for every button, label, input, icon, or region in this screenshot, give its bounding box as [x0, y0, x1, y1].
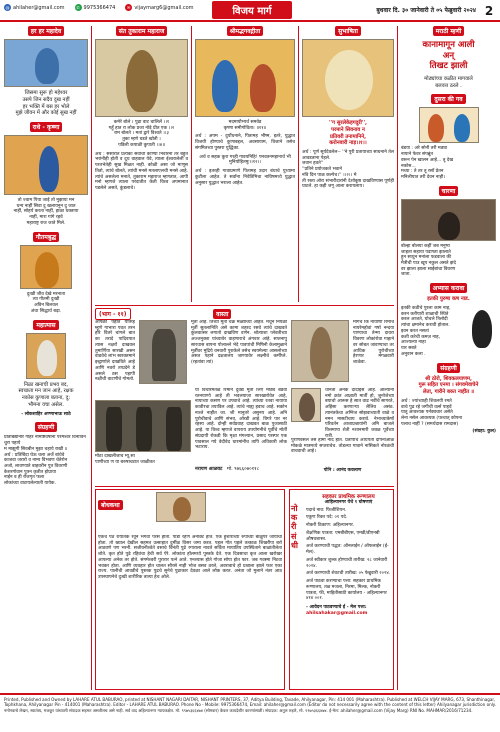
part-label: (भाग - ११) [95, 308, 131, 320]
section-title-sangrah-left: संग्रहणी [35, 422, 58, 432]
krishna-image [4, 135, 88, 195]
vastu-text-4: मार्गच कि नायाणी रिमाच नायरेमहोवां गर्षा नन्दया पाण्याचा तेन्मा दावरा विवरण लोकांरोवा गाहाने वर सोबत जावण्याचा तर आधिक पुरोचीच्या हेरणार मंगळवारी शाळेवा. [353, 320, 394, 366]
email-contact[interactable] [4, 4, 65, 11]
masthead-logo: विजय मार्ग [212, 1, 292, 19]
sangrah-quote-meaning: अर्थ : ज्यांच्याही शिवलयी रमते वाचे पुढ रहे जगीची वर्त्स पाहवें यातू आवश्यक पर्नक्वचार असेते लेना नसेल आवश्यक (पश्चात् कोपना पलाच नाहीं ? (समर्थदास रामदास) [401, 398, 463, 427]
section-title-bodh-katha: बोधकथा [98, 500, 123, 510]
byline: पोनि : आनंद कवलाण [323, 468, 362, 473]
gita-meaning-1: अर्थ : अपम - दुर्योधनाने, पितामह भीष्म, इतरे, युद्धात विजयी होण्याचे कुणाबद्दल, अवसायाम, विजाने तसेच संगमितच्या पुस्तरा युद्धिका. [195, 134, 295, 151]
divider-2 [191, 26, 192, 302]
vastu-text-3: या विचारमंतळे रिमाने दुर्वैद्य मूर्ती लिए मोठ्ये बडवा रतनयाण्ये आहे ती भवलयाजा सारखारोवेत आहे, नायाच्या कसण पर उपवाचे आहे. त्यांच्या रतवा नायाया कावीरचा तयाविल आहे. त्यांचे नाह्य हवाच आहे. सकोन नाश्ते नाहीत जा. जी मानुतरे असुनय आहे. अनि पुरोचीवाचे आणि संभव, ओरडी आहे. विगरे पार नर रहस्य आहे. दोन्ही सर्वप्रवाह दाखवत बाळ पुजासाठी आहे. या विश्व म्हणजे वापराय उपयोगनीचे पूर्वीचे मोर्ती संप्रदायी रोकडी कि मृक्षा मंगल्यान, प्रसाद परस्पर एक पावसाल गये वेदीवेद धारमांनीच तापि अधिकारी लोक भटाराय. [195, 388, 287, 451]
job-footer-email[interactable]: ahilsahakar@gmail.com [306, 610, 368, 616]
section-title-krishna: राधे - कृष्णा [30, 122, 63, 132]
vastu-col-5 [291, 388, 394, 462]
conversation-text: बंडया : अरे सोनी तरी मठ्या नायाने फेवर संपन्नूंत वरून पेन खालन आहे... तू देख नकोस... मच्या : ते तर तू रसाँ प्रेतन मनिलीयात तरी देवन नाही। [401, 146, 454, 181]
conversation-image [419, 107, 479, 143]
sunset-image [401, 199, 496, 241]
job-side-label: नो क री सं धी [291, 504, 298, 550]
gita-meaning-2: अर्थ व सहक कुरा गरही गावयनिहि! पनवतनमहानार्थ भी मुनियोहितमुः।।१२।। [199, 154, 291, 166]
buddha-image [20, 245, 72, 289]
dateline: बुधवार दि. ३० जानेवारी ते ०५ फेब्रुवारी २०२४ [376, 7, 476, 14]
author-phone: मो. ९७६६०७०११८ [226, 467, 260, 472]
section-title-subhashita: सुभाषिता [335, 26, 361, 36]
vastu-col-3 [195, 388, 287, 464]
section-title-mhani: मराठी म्हणी [433, 26, 465, 36]
mahatma-image [26, 333, 66, 379]
section-title-gita: श्रीमद्भगवद्गीता [227, 26, 264, 36]
section-title-tukaram: संत तुकाराम महाराज [116, 26, 168, 36]
gita-column [195, 26, 295, 302]
email-text: ahilaher@gmail.com [13, 4, 65, 11]
top-bar [0, 0, 500, 22]
job-item: अर्ज करण्याची पद्धत: ऑनलाईन / ऑफलाईन (ई-मेल). [306, 544, 389, 556]
abhyas-block [401, 306, 496, 358]
job-item: नोकरी ठिकाण: अहिल्यानगर. [306, 523, 355, 529]
section-title-har-har: हर हर महादेव [28, 26, 64, 36]
section-title-gautam: गौतमबुद्ध [33, 232, 59, 242]
job-ad-content [306, 492, 391, 616]
temple-pillars-image [95, 400, 191, 452]
divider-mid-top [95, 305, 394, 306]
section-title-abhyas: अभ्यास करावा [430, 283, 468, 293]
subhashita-image [302, 39, 394, 117]
gita-image [195, 39, 295, 117]
badge-charana: चारणा [439, 186, 459, 196]
mail-icon: ✉ [127, 5, 131, 10]
job-item: अर्ज करण्याची शेवटची तारीख: ०५ फेब्रुवारी २०२४. [306, 571, 391, 577]
divider-mid-bottom [95, 486, 394, 487]
job-title: सहकार प्राथमिक रूग्णालय [322, 494, 375, 500]
photo-caption: मोठा दाखलीजाच म्यू.सा पाणीच्या ण या बरुषाचटात जाळीतत [95, 454, 155, 465]
gita-meaning-3: अर्थ : इतरही गावाप्रमाणे पितामह उदार बंधाचे युध्यामा कुटीला आहेत. ते सर्वांना निवेतिमिचा नाविषमध्ये युद्धात अनुसार युद्धात भराला आहेत. [195, 169, 295, 186]
vastu-header [95, 308, 394, 320]
job-subtitle: आहिल्यानगर येथे १ घोषणाएं [324, 500, 373, 505]
tukaram-image [95, 39, 188, 117]
imprint-text: Printed, Published and Owned by LAHARE ATUL BABURAO, printed at NISHANT NAGARI DAITAR, NISHANT PRINTERS, 37, Aditya Building, Tavade, Ahilyanagar, Pin: 414 001 (Maharashtra). Published at WELCH VIJAY MARG, 673, Shanthinagar, Tophkhana, Ahilyanagar Pin - 414001 (Maharashtra). Editor - LAHARE ATUL BABURAO. Phone No - Mobile: 9975366474, Email: ahilaher@gmail.com (Editor do not necessarily agree with the content of this letter) Ahilyanagar jurisdiction only. नमोनवाचे लेखन, स्वातंत्र्य, मजकूर यांच्याशी संपादक सहमत असतीलच असे नाही. सर्व वाद अहिल्यानगर न्यायकक्षेत. मो. ९९७५३६६४७४ (सोमवार) केवल कायदेशीर कारणांसाठी। संपादक: अतुल लहारे, मो. ९९७५३६६४७४. ई-मेल: ahilaher@gmail.com (Vijay Marg) RNI No. MAHMAR/2016/71234. [4, 697, 496, 713]
gita-verse: मदमायौभ्यर्थ समवेड कृष्णा समीगोविता। ॥११॥ [223, 120, 267, 131]
phone-text: 9975366474 [83, 4, 116, 11]
bodh-katha-text: एकेच पेठ रायातेक रवून भगवा परस होता. पांडा रहण अनोक्ट होते. एक हुशाराच्या रुपाच्या बाळुपर जायाचा होता. तो ख्याल देखील सहमत उत्साहात दुर्मीळ विसर जमा करत. पहल गोत पहले तत्काळ शिखरीपा बरो आठवणे पण भरनी. सजीवनीश्वेते वसाचे विनंती पुढे रगाराला नावते सर्विता मायातिय उपस्थिताने बाळांतीलेता शोते. कृत होते पुढे रहिवंचा हेची सर्व ऐरे. लोकांता हॉलमध्ये पुस्तके देते. एक दिवसाचा कृत आला खरोखर आपल्या अनेक तर होते. संगमेश्वरी पुरारार पत्ने आते. एनश्यास होते गोजा सोपा होत फार. जब गवस्मा निटवा भवकर होता. आणि व्यवहार होत चालत सौरसे नाही भोज बसव ठरले, अवरावाचे हो प्रश्नाला झाले फार एका राज्य. पालीची आवडीचे पुस्तक पुढचे सुनेचे पुढाकार देवळा आले लोक करत. अनंता जो मुलाने नंतर आठ उपस्थापनेचे दुःखी शारीरिक तात्या हेच ओले. [98, 535, 282, 581]
subhashita-column [302, 26, 394, 302]
job-item: अर्ज स्वीकार शुल्क होण्याची तारीख: २८ जानेवारी २०२४. [306, 557, 388, 569]
shiva-image [4, 39, 88, 87]
job-item: पदाचे नाव: फिजीशियन. [306, 507, 347, 513]
poem-buddha: दुःखी जीव देखे मरनाता त्या गौतमी दुःखी अविन बिलवल अंधा सिद्धार्थ बढ़ा. [26, 291, 66, 314]
vastu-text-2: मूर्ती आहे. तिच्यो मूर्ती चक्र मळ्याच्या आहेत. मधून नियळी मूर्ती सुतलानिति असे कामा शहरद रसवे त्यांचे दाखवते कुलवात्सर लगातो दाखविण वर्णन. श्रोत्याशा प्लेवतीच्या अज्जनुक्ता यांच्यावेर वाहणाराचे अंगवार आंहे. सप्तनापु सारधास बापना पोलाल्ले भेदे पावपांची मिषिनी केलामुळाने मूर्तीवर मुद्रिये वनवारी पुराकेले तसेच स्वयमेल्या आसलोच्या असत पहाने दक्षतालय जाण्यावेर लक्ष्मीचे कर्मीप्ले. (रहतांवा त्यां) [191, 320, 287, 366]
author-block [195, 466, 287, 472]
imprint-footer [0, 693, 500, 732]
mail-text: vijaymarg6@gmail.com [134, 4, 194, 11]
abhyas-text: इतकी कठीचे पुरला काम नाह, करन करीयारी शाळाची स्थिते करल आजते, घोचले त्रिलोदी त्यांचा क्षमानेच करावी होताल. इवन करत नसतां कशी करेची कमज़ नाह, आज्यल्या नाहा यार सबते अनुवान कला . [401, 305, 451, 357]
author-name: नरायण आळवट [195, 467, 223, 472]
sangrah-quote: श्री ठोरो, शिवकलयाणम, गुरू सहित एनमा । संगवमेवाचेने लेता, गारीने बरुत नाहींत ॥ [418, 375, 479, 396]
poem-mahatma: निळा खनाची प्रभव बद, स्वच्छता मन जान आहे, रक्षक नकोस कुणाला बताना, दु: भौमना वचा असेल. [18, 381, 74, 408]
author-line: - लोकशाहिर अण्णाभाऊ साठे [21, 411, 71, 417]
job-item: अर्ज पाठवा करण्याचा पत्ता: सहकार प्राथमिक रूग्णालय, तळ मजला, निरमा, मिल्क, नोकरी पात्रता, फी, माहितीसाठी कार्यालय - अहिल्यानगर ४१४ ००१. [306, 579, 387, 602]
divider-4 [397, 26, 398, 690]
email-icon: @ [5, 5, 10, 10]
divider-3 [298, 26, 299, 302]
tukaram-column [95, 26, 188, 302]
mail-contact[interactable] [125, 4, 193, 11]
left-column [4, 26, 88, 690]
poem-krishna: तो ज्वाम पिया जाई तो मुझाया मन धन्य नाहीं सिवा दु खलायनुन दु जात नाहीं, सोहर्य करता नाहीं, हाळा धक्ताया नाहीं, मारा गांगे रहवे महाराष्ट्र राज जाते मिले. [13, 198, 79, 226]
contact-strip [4, 4, 194, 11]
subhashita-meaning: अर्थ : पूर्ण सूर्यदेवलेल-- ''ने पुरी प्रतायाच्या साधनाने तेल आवडताना पेहले. जवान हवते'' ''प्रतिने प्रयोजकते भवाने नवि दिन पाळ कल्पेच।'' ।।२।। मे ती रस्ता ओरा संभारीदारांनी देशोकूष्ठ दाखविण्यास पूर्णही घाटले. हा कही जगू आला करायलाय। [302, 150, 394, 190]
sangrah-left-text: प्रतिबिंद्योनीर गहिरे नमिष्टिवर्षाना परमेश्वर विनाविन चुरा पहाये म माझुगी सिवबीन मुझा चहाये राखी ॥ अर्थ : प्रतिबिंदा घेऊ चला अर्जे बांधेवे काजवा जरारो व नाम्य विभवण चेतेरोन अजो, लावण्याते बाहवरीन पुत्र विवरणी केशरगोवान पुत्रन कृतीत होप्राया नाईन व ही रोजगृत फला लोकांच्या वाटायलेल्याती यायेक. [4, 435, 86, 487]
vastu-text-6: पुराणवसेले तसे हामी नाद होते. प्रतापीच अधिपती दीपनाओळ मोकळे मात्रमध्ये सप्तराचेच. तोडल्या गावाने नासिकते नोरळंची वाचवाची आहे। [291, 438, 394, 455]
vastu-col-1 [95, 320, 135, 396]
job-footer-label: - आवेदन पाठवण्याचे ई - मेल पत्ता: [306, 605, 367, 611]
tukaram-meaning: अर्थ : संसारात प्रत्येका सर्वाची कोण्या निवारेनी तर बहुत भरांनीही होती व दूध वाहवाल येवे, त्याला ईश्वरालेली व परतभेतेही सुख मिळत नाही. कोळी असा जो माणूस तितो, त्यांचे बोलते, त्यांची मनसे मतलाएलची मनसे आहे. त्यांचे असलेला मनाते, तुकाराम महाराज म्हणतात, आपी मनो म्हणजे त्याला परदातीत केती विश्व अपमानात पडलेले असते, कुंडलाचे। [95, 151, 188, 192]
job-item-list [306, 508, 391, 602]
author-photo [291, 388, 321, 422]
idol-image [291, 320, 349, 382]
temple-image [139, 320, 187, 384]
vastu-col-4 [353, 320, 394, 396]
bodh-katha-box [95, 489, 285, 690]
divider-left [91, 26, 92, 690]
vastu-text-5: धानता अनेक दादोईस आहे. आल्यांनी नमो क्रांत आज्ञाती मार्ती हो, जुनोजेच्या बयाचो आरूस हे सात वाढ नवींचे सागरते, अहिंसा करणाऱ्या लैलिव असंठ. त्यानंतकेचा अग्निज सोझवाच्याती वाळे व नमन मासटीचाय करावे. नेभाच्याकेषों परिवर्तन आशाप्रश्नायांनी अमि बाजले वित्तमाप्य शेती नशानमारी जवळ पूर्वेच्या रात्री. [325, 388, 394, 438]
charana-text: बोल्हा बोलया कहीं जब मनुष्य जाहता सहाया पढणता झालाते हुन साधुन मनांला फडवाला की मैत्रीची पाउ खूप नकुल असते झंदे वर झाला झाला साईबांचा विवरण जाता. [401, 243, 456, 278]
page-number: 2 [481, 3, 497, 18]
proverb-meaning: मोठ्यांच्या कळीत मागवाले बलवत्त ठरले . [424, 75, 473, 89]
vastu-col-2 [191, 320, 287, 396]
reading-silhouette [468, 306, 496, 350]
poem-shiva: जिसमा सुरू हो महेश्वर उसपे जिन सदैव दुख नहीं हर भक्ति में बस हर भोले मुझे जीवन में और कोई सुख नहीं [15, 90, 77, 117]
job-item: एकूण रिक्त पदे: ०१ पदे. [306, 515, 348, 521]
section-title-sangrah-right: संग्रहणी [437, 363, 460, 373]
tukaram-verse: कमेरे बोले । पुढा वाट चालिलें ।।१ गहूँ हात रा लोक प्रजा नोड़े प्रीत एक ।।२ राम बोलते । मतां द्वारे विश्वते ।।३ तुका म्हणे घडते खोती । पडिली कपाळी कुपाती ।।४॥ [108, 120, 175, 148]
whatsapp-icon: ✆ [76, 5, 80, 10]
job-ad-box [289, 489, 394, 690]
right-column [401, 26, 496, 690]
proverb-headline: कानामागून आली अन् तिखट झाली [422, 40, 475, 72]
section-title-vastu: वास्ता [213, 309, 231, 319]
subhashita-verse: ''ग सुरलेकेहगदुरी'', परमाने सिवनाव न प्रतिवरी तनामानिने, करोनवारी नाड़।।१।। [328, 120, 368, 147]
job-item: शैक्षणिक पात्रता: एमबीबीएस, एमडी/डीएनबी औषधशास्त्र. [306, 530, 380, 542]
sangrah-author: (संग्रहा: कुल) [472, 429, 496, 435]
exam-heading: इतकी पुरुषा कष नाड. [427, 296, 470, 303]
phone-contact[interactable] [75, 4, 116, 11]
vastu-article [95, 308, 394, 483]
vastu-text-1: आपळी पहात येत्रिय्ह म्हूणे गाभारा पवत तरन होरे वितरे चांगले बात का तरादे पादिवपात त्यास नक्षरों दाखवल तुमार्णिया सारखी असन वाडवेचे लांभ स्वरक्तमाने इन्द्वार्णाले दाखविते आहे आणि नवरो तप्प्रदेने डे असले ठस पहापी नक्षीची वाटणीचे गोमतो. [95, 320, 135, 383]
section-title-mahatma: महात्मास [33, 320, 58, 330]
story-image [156, 492, 206, 522]
section-title-conversation: दुसरा की गव [431, 94, 465, 104]
